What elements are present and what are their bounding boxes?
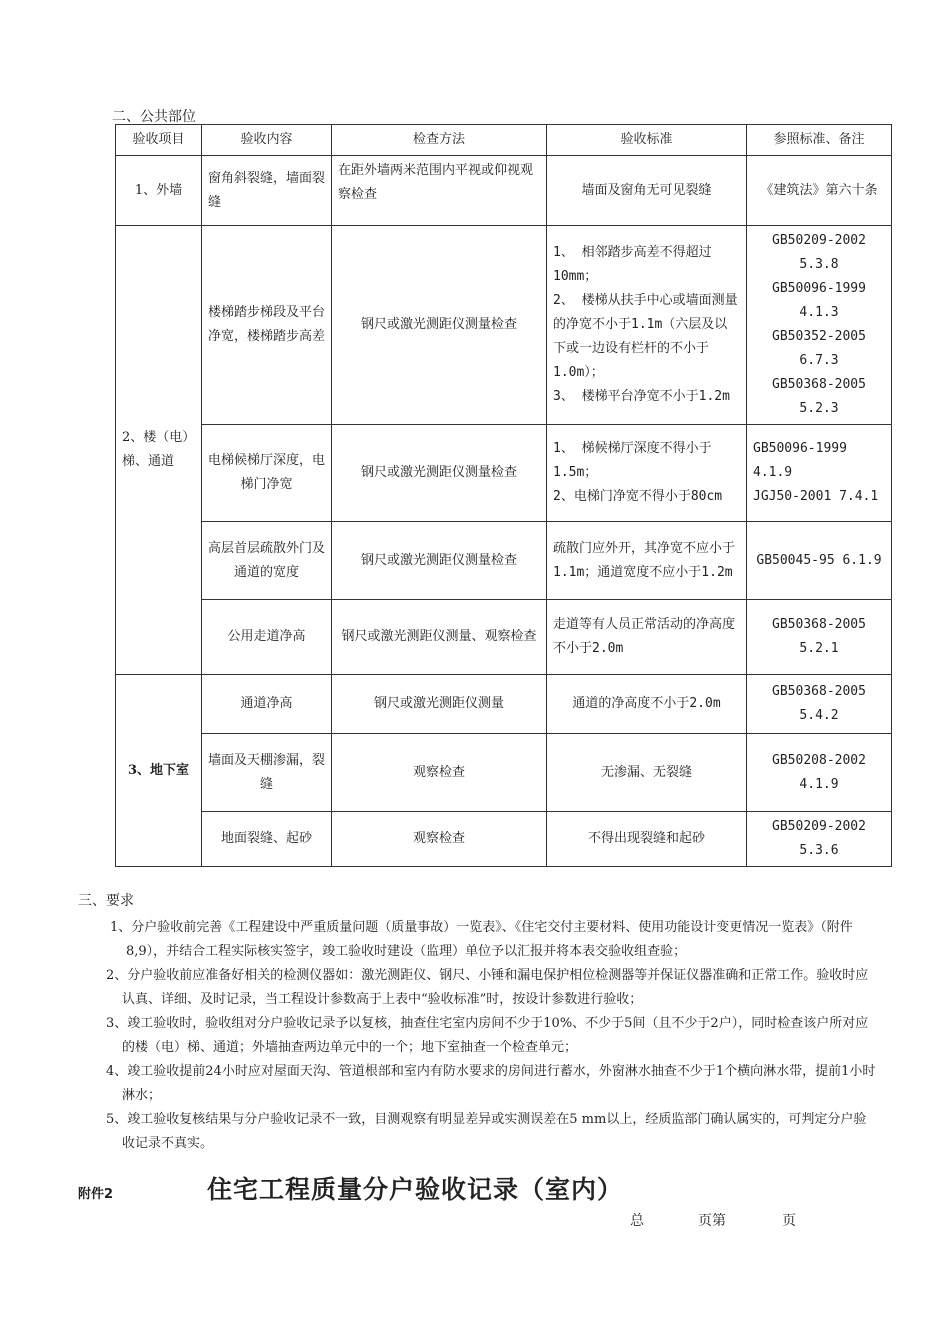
reference-line: 5.3.6 bbox=[799, 843, 839, 858]
standard-cell: 走道等有人员正常活动的净高度不小于2.0m bbox=[547, 600, 747, 675]
header-content: 验收内容 bbox=[202, 125, 332, 156]
table-row bbox=[116, 600, 892, 675]
method-cell: 钢尺或激光测距仪测量检查 bbox=[332, 226, 547, 425]
content-cell: 电梯候梯厅深度，电梯门净宽 bbox=[202, 425, 332, 522]
reference-cell bbox=[747, 734, 892, 812]
header-item: 验收项目 bbox=[116, 125, 202, 156]
standard-line: 2、电梯门净宽不得小于80cm bbox=[553, 489, 723, 504]
reference-cell: GB50045-95 6.1.9 bbox=[747, 522, 892, 600]
reference-line: GB50368-2005 bbox=[772, 684, 866, 699]
reference-line: GB50209-2002 bbox=[772, 819, 866, 834]
table-row bbox=[116, 226, 892, 425]
header-reference: 参照标准、备注 bbox=[747, 125, 892, 156]
page-end-label: 页 bbox=[782, 1213, 796, 1229]
table-row bbox=[116, 734, 892, 812]
reference-line: GB50368-2005 bbox=[772, 617, 866, 632]
requirement-item: 1、分户验收前完善《工程建设中严重质量问题（质量事故）一览表》、《住宅交付主要材料、使用功能设计变更情况一览表》（附件8,9），并结合工程实际核实签字，竣工验收时建设（监理）单位予以汇报并将本表交验收组查验； bbox=[110, 920, 853, 959]
standard-line: 2、 楼梯从扶手中心或墙面测量的净宽不小于1.1m（六层及以下或一边设有栏杆的不小于1.0m）； bbox=[553, 293, 738, 380]
reference-line: GB50352-2005 bbox=[772, 329, 866, 344]
standard-line: 1、 相邻踏步高差不得超过10mm； bbox=[553, 245, 712, 284]
reference-cell bbox=[747, 675, 892, 734]
reference-line: JGJ50-2001 7.4.1 bbox=[753, 489, 879, 504]
header-method: 检查方法 bbox=[332, 125, 547, 156]
acceptance-table bbox=[115, 124, 892, 867]
method-cell: 钢尺或激光测距仪测量检查 bbox=[332, 522, 547, 600]
standard-cell bbox=[547, 226, 747, 425]
section-2-title: 二、公共部位 bbox=[112, 109, 196, 125]
annex-label: 附件2 bbox=[78, 1187, 114, 1202]
standard-cell: 通道的净高度不小于2.0m bbox=[547, 675, 747, 734]
content-cell: 高层首层疏散外门及通道的宽度 bbox=[202, 522, 332, 600]
requirement-item: 5、竣工验收复核结果与分户验收记录不一致，目测观察有明显差异或实测误差在5 mm以上，经质监部门确认属实的，可判定分户验收记录不真实。 bbox=[106, 1112, 867, 1151]
reference-cell bbox=[747, 226, 892, 425]
reference-line: 5.2.1 bbox=[799, 641, 839, 656]
method-cell: 钢尺或激光测距仪测量 bbox=[332, 675, 547, 734]
table-row bbox=[116, 156, 892, 226]
standard-cell: 疏散门应外开，其净宽不应小于1.1m；通道宽度不应小于1.2m bbox=[547, 522, 747, 600]
standard-cell: 无渗漏、无裂缝 bbox=[547, 734, 747, 812]
reference-line: GB50208-2002 bbox=[772, 752, 866, 768]
content-cell: 楼梯踏步梯段及平台净宽，楼梯踏步高差 bbox=[202, 226, 332, 425]
method-cell: 钢尺或激光测距仪测量检查 bbox=[332, 425, 547, 522]
method-cell: 在距外墙两米范围内平视或仰视观察检查 bbox=[332, 156, 547, 226]
method-cell: 观察检查 bbox=[332, 812, 547, 867]
standard-cell: 墙面及窗角无可见裂缝 bbox=[547, 156, 747, 226]
item-stairs-elevator: 2、楼（电）梯、通道 bbox=[116, 226, 202, 675]
method-cell: 钢尺或激光测距仪测量、观察检查 bbox=[332, 600, 547, 675]
requirements-section bbox=[78, 890, 878, 1156]
content-cell: 墙面及天棚渗漏，裂缝 bbox=[202, 734, 332, 812]
table-header-row bbox=[116, 125, 892, 156]
item-basement: 3、地下室 bbox=[116, 675, 202, 867]
table-row bbox=[116, 812, 892, 867]
reference-line: GB50096-1999 bbox=[753, 441, 847, 456]
reference-cell bbox=[747, 425, 892, 522]
reference-line: 5.4.2 bbox=[799, 708, 839, 723]
reference-line: 6.7.3 bbox=[799, 353, 839, 368]
table-row bbox=[116, 522, 892, 600]
method-cell: 观察检查 bbox=[332, 734, 547, 812]
reference-line: 5.2.3 bbox=[799, 401, 839, 416]
reference-line: 4.1.9 bbox=[753, 465, 793, 480]
annex-title: 住宅工程质量分户验收记录（室内） bbox=[207, 1175, 624, 1204]
table-row bbox=[116, 675, 892, 734]
requirement-item: 2、分户验收前应准备好相关的检测仪器如：激光测距仪、钢尺、小锤和漏电保护相位检测器等并保证仪器准确和正常工作。验收时应认真、详细、及时记录，当工程设计参数高于上表中“验收标准”时，按设计参数进行验收； bbox=[106, 968, 869, 1007]
standard-cell: 不得出现裂缝和起砂 bbox=[547, 812, 747, 867]
header-standard: 验收标准 bbox=[547, 125, 747, 156]
content-cell: 地面裂缝、起砂 bbox=[202, 812, 332, 867]
reference-line: 4.1.9 bbox=[799, 776, 839, 792]
standard-line: 1、 梯候梯厅深度不得小于1.5m； bbox=[553, 441, 712, 480]
requirement-item: 4、竣工验收提前24小时应对屋面天沟、管道根部和室内有防水要求的房间进行蓄水，外窗淋水抽查不少于1个横向淋水带，提前1小时淋水； bbox=[106, 1064, 876, 1103]
reference-line: 4.1.3 bbox=[799, 305, 839, 320]
reference-line: GB50209-2002 bbox=[772, 233, 866, 248]
reference-line: GB50368-2005 bbox=[772, 377, 866, 392]
standard-cell bbox=[547, 425, 747, 522]
content-cell: 公用走道净高 bbox=[202, 600, 332, 675]
table-row bbox=[116, 425, 892, 522]
page-mid-label: 页第 bbox=[698, 1213, 726, 1229]
content-cell: 窗角斜裂缝，墙面裂缝 bbox=[202, 156, 332, 226]
reference-cell: 《建筑法》第六十条 bbox=[747, 156, 892, 226]
item-exterior-wall: 1、外墙 bbox=[116, 156, 202, 226]
requirement-item: 3、竣工验收时，验收组对分户验收记录予以复核，抽查住宅室内房间不少于10%、不少于5间（且不少于2户），同时检查该户所对应的楼（电）梯、通道；外墙抽查两边单元中的一个；地下室抽查一个检查单元； bbox=[106, 1016, 869, 1055]
page-total-label: 总 bbox=[630, 1213, 644, 1229]
reference-cell bbox=[747, 600, 892, 675]
content-cell: 通道净高 bbox=[202, 675, 332, 734]
section-3-title: 三、要求 bbox=[78, 893, 134, 909]
reference-line: GB50096-1999 bbox=[772, 281, 866, 296]
reference-line: 5.3.8 bbox=[799, 257, 839, 272]
reference-cell bbox=[747, 812, 892, 867]
standard-line: 3、 楼梯平台净宽不小于1.2m bbox=[553, 389, 730, 404]
